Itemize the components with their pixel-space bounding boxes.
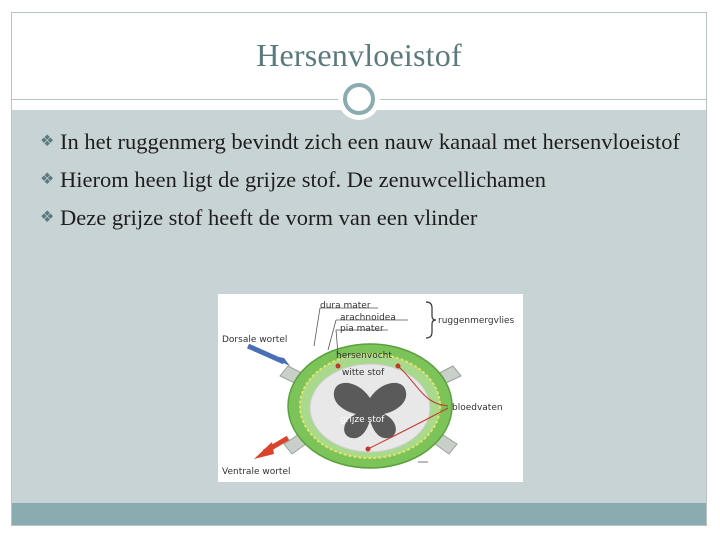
spinal-cord-diagram [218, 294, 523, 482]
spinal-cord-svg [218, 294, 523, 482]
decorative-ring-icon [338, 78, 380, 120]
label-ventrale-wortel: Ventrale wortel [222, 467, 291, 477]
bullet-list [40, 128, 700, 242]
label-ruggenmergvlies: ruggenmergvlies [438, 316, 515, 326]
dorsal-arrow-shaft [248, 346, 284, 362]
bullet-text: Deze grijze stof heeft de vorm van een vlinder [60, 205, 478, 230]
ring-inner [343, 83, 375, 115]
footer-bar [12, 503, 706, 525]
bracket [426, 302, 436, 338]
label-arachnoidea: arachnoidea [340, 313, 396, 323]
label-hersenvocht: hersenvocht [336, 351, 392, 361]
bullet-marker-icon: ❖ [40, 171, 55, 188]
label-bloedvaten: bloedvaten [452, 403, 503, 413]
vessel-dot [336, 364, 341, 369]
leader-line [314, 308, 320, 346]
slide-title: Hersenvloeistof [256, 37, 462, 73]
bullet-marker-icon: ❖ [40, 209, 55, 226]
bullet-item [40, 128, 700, 156]
label-pia-mater: pia mater [340, 324, 384, 334]
ventral-arrow-icon [254, 442, 274, 459]
label-dorsale-wortel: Dorsale wortel [222, 335, 288, 345]
bullet-marker-icon: ❖ [40, 133, 55, 150]
leader-line [328, 320, 336, 350]
bullet-text: In het ruggenmerg bevindt zich een nauw kanaal met hersenvloeistof [60, 129, 680, 154]
label-witte-stof: witte stof [342, 368, 385, 378]
bullet-item [40, 166, 700, 194]
label-grijze-stof: grijze stof [340, 415, 385, 425]
bullet-item [40, 204, 700, 232]
label-dura-mater: dura mater [320, 301, 371, 311]
bullet-text: Hierom heen ligt de grijze stof. De zenuwcellichamen [60, 167, 547, 192]
